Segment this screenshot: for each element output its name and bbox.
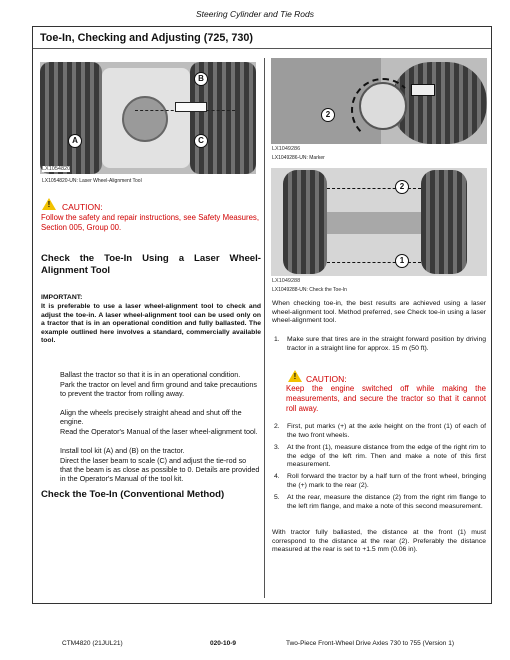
step-number: 1. (274, 336, 280, 343)
step-number: 3. (274, 444, 280, 451)
step-number: 4. (274, 473, 280, 480)
figure1-caption: LX1054820-UN: Laser Wheel-Alignment Tool (42, 178, 142, 184)
laser-heading: Check the Toe-In Using a Laser Wheel-Alignment Tool (41, 253, 261, 276)
laser-step: Install tool kit (A) and (B) on the tractor. (60, 446, 185, 455)
exclamation-icon: ! (293, 372, 297, 381)
column-divider (264, 58, 265, 598)
left-front-tire (283, 170, 327, 274)
step-number: 5. (274, 494, 280, 501)
callout-c: C (194, 134, 208, 148)
step-text: Roll forward the tractor by a half turn of the front wheel, bringing the (+) mark to the rear (2). (287, 473, 486, 489)
header-title: Steering Cylinder and Tie Rods (195, 9, 315, 19)
step-text: Make sure that tires are in the straight forward position by driving tractor in a straight line for approx. 15 m (50 ft). (287, 336, 486, 352)
right-intro: When checking toe-in, the best results are achieved using a laser wheel-alignment tool. Method preferred, see Check toe-in using a laser wheel-alignment tool. (272, 300, 486, 325)
left-tire (40, 62, 102, 174)
laser-step: Direct the laser beam to scale (C) and adjust the tie-rod so that the beam is as close as possible to 0. Details are provided in the Operator's Manual of the tool kit. (60, 456, 260, 484)
footer-doc-id: CTM4820 (21JUL21) (62, 640, 123, 647)
important-text: It is preferable to use a laser wheel-alignment tool to check and adjust the toe-in. A laser wheel-alignment tool can be used only on a tractor that is in an operational condition and fully ballasted. The example outlined here involves a standard, commercially available tool. (41, 303, 261, 345)
step-text: At the front (1), measure distance from the edge of the right rim to the edge of the left rim. Then and make a note of this first measurement. (287, 444, 486, 469)
caution1-label: CAUTION: (62, 202, 103, 212)
right-front-tire (421, 170, 467, 274)
wheel-hub (122, 96, 168, 142)
exclamation-icon: ! (47, 200, 51, 209)
figure3-id: LX1049288 (272, 278, 301, 284)
section-title: Toe-In, Checking and Adjusting (725, 730) (40, 32, 253, 44)
callout-2: 2 (395, 180, 409, 194)
figure2-caption: LX1049286-UN: Marker (272, 155, 325, 161)
important-label: IMPORTANT: (41, 294, 83, 301)
step-text: First, put marks (+) at the axle height on the front (1) of each of the two front wheels. (287, 423, 486, 439)
laser-tool-photo (40, 62, 256, 174)
final-note: With tractor fully ballasted, the distance at the front (1) must correspond to the distance at the rear (2). Preferably the distance measured at the rear is set to +1.5 mm (0.06 in). (272, 529, 486, 554)
laser-step: Ballast the tractor so that it is in an operational condition. (60, 370, 241, 379)
laser-step: Align the wheels precisely straight ahead and shut off the engine. (60, 408, 242, 427)
toe-in-photo (271, 168, 487, 276)
figure2-id: LX1049286 (272, 146, 301, 152)
step-number: 2. (274, 423, 280, 430)
conventional-heading: Check the Toe-In (Conventional Method) (41, 489, 225, 500)
caution1-text: Follow the safety and repair instructions, see Safety Measures, Section 005, Group 00. (41, 213, 259, 232)
title-rule (33, 48, 491, 49)
rotation-arrow (351, 78, 415, 142)
callout-2: 2 (321, 108, 335, 122)
laser-step: Read the Operator's Manual of the laser wheel-alignment tool. (60, 427, 258, 436)
caution2-text: Keep the engine switched off while making the measurements, and secure the tractor so that it cannot roll away. (286, 384, 486, 413)
front-axle (327, 212, 421, 234)
marker-arrow-icon (411, 84, 435, 96)
alignment-scale (175, 102, 207, 112)
marker-photo (271, 58, 487, 144)
step-text: At the rear, measure the distance (2) from the right rim flange to the left rim flange, and make a note of this second measurement. (287, 494, 486, 510)
caution2-label: CAUTION: (306, 374, 347, 384)
laser-step: Park the tractor on level and firm ground and take precautions to prevent the tractor from rolling away. (60, 380, 257, 399)
footer-page-number: 020-10-9 (210, 640, 237, 647)
callout-1: 1 (395, 254, 409, 268)
callout-b: B (194, 72, 208, 86)
callout-a: A (68, 134, 82, 148)
figure3-caption: LX1049288-UN: Check the Toe-In (272, 287, 347, 293)
footer-title: Two-Piece Front-Wheel Drive Axles 730 to 755 (Version 1) (286, 640, 454, 647)
figure1-id: LX1054820 (42, 166, 71, 172)
